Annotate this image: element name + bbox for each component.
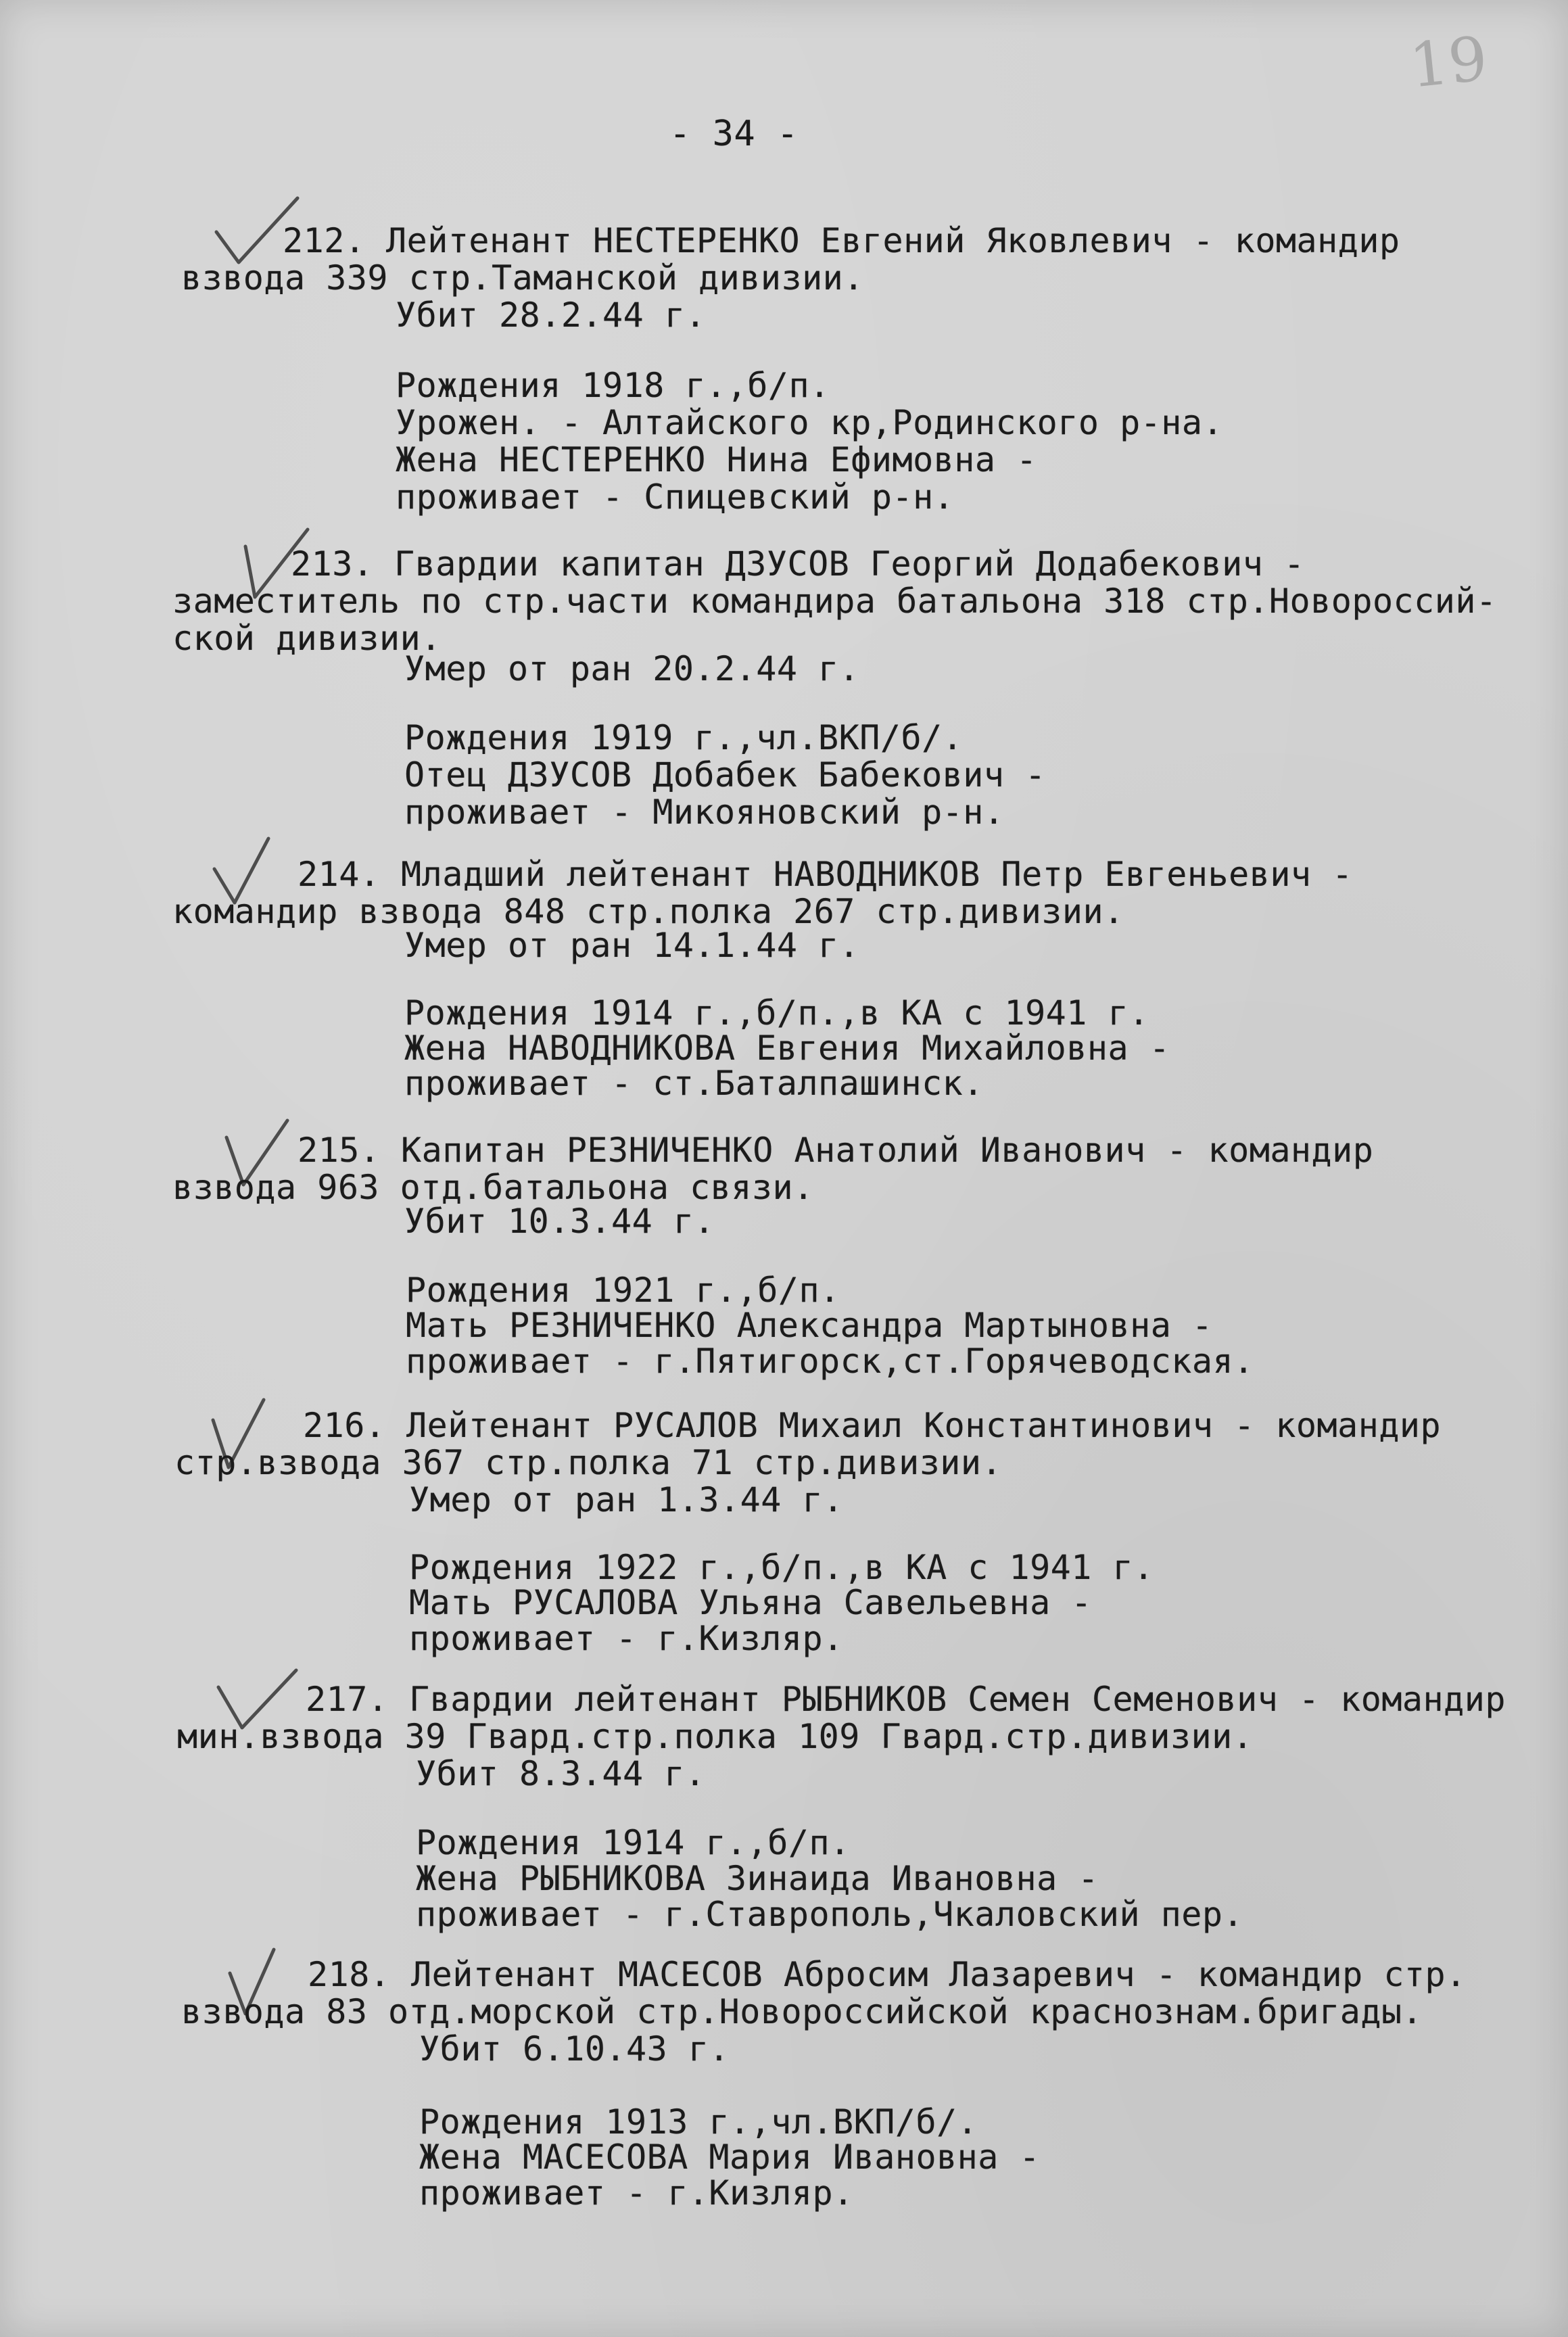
- entry-line: мин.взвода 39 Гвард.стр.полка 109 Гвард.стр.дивизии.: [177, 1717, 1254, 1756]
- entry-line: 217. Гвардии лейтенант РЫБНИКОВ Семен Семенович - командир: [306, 1680, 1506, 1719]
- entry-line: Убит 6.10.43 г.: [419, 2029, 730, 2069]
- entry-line: проживает - Микояновский р-н.: [404, 793, 1005, 832]
- entry-line: проживает - Спицевский р-н.: [396, 477, 955, 517]
- entry-line: Убит 8.3.44 г.: [416, 1754, 706, 1793]
- entry-line: Жена НЕСТЕРЕНКО Нина Ефимовна -: [396, 440, 1037, 479]
- entry-line: 216. Лейтенант РУСАЛОВ Михаил Константинович - командир: [303, 1406, 1442, 1445]
- entry-line: Рождения 1914 г.,б/п.,в КА с 1941 г.: [404, 993, 1149, 1033]
- entry-line: командир взвода 848 стр.полка 267 стр.дивизии.: [172, 892, 1124, 931]
- entry-line: Отец ДЗУСОВ Добабек Бабекович -: [404, 755, 1046, 795]
- entry-line: ской дивизии.: [172, 619, 442, 658]
- entry-line: Рождения 1919 г.,чл.ВКП/б/.: [404, 718, 964, 757]
- entry-line: проживает - г.Ставрополь,Чкаловский пер.: [416, 1895, 1244, 1934]
- entry-line: Убит 10.3.44 г.: [404, 1202, 715, 1241]
- entry-line: Убит 28.2.44 г.: [396, 296, 707, 335]
- entry-line: проживает - г.Пятигорск,ст.Горячеводская.: [406, 1342, 1254, 1381]
- entry-line: заместитель по стр.части командира батальона 318 стр.Новороссий-: [172, 582, 1497, 621]
- entry-line: Умер от ран 20.2.44 г.: [404, 649, 860, 688]
- entry-line: взвода 83 отд.морской стр.Новороссийской краснознам.бригады.: [181, 1992, 1423, 2031]
- entry-line: проживает - ст.Баталпашинск.: [404, 1064, 984, 1103]
- entry-line: 212. Лейтенант НЕСТЕРЕНКО Евгений Яковлевич - командир: [283, 221, 1400, 260]
- entry-line: проживает - г.Кизляр.: [409, 1619, 844, 1658]
- entry-line: Рождения 1913 г.,чл.ВКП/б/.: [419, 2102, 978, 2142]
- entry-line: 213. Гвардии капитан ДЗУСОВ Георгий Додабекович -: [291, 544, 1305, 584]
- entry-line: Жена РЫБНИКОВА Зинаида Ивановна -: [416, 1859, 1099, 1898]
- entry-line: Умер от ран 1.3.44 г.: [409, 1480, 844, 1519]
- entry-line: Мать РЕЗНИЧЕНКО Александра Мартыновна -: [406, 1306, 1213, 1345]
- entry-line: стр.взвода 367 стр.полка 71 стр.дивизии.: [174, 1443, 1003, 1482]
- entry-line: 218. Лейтенант МАСЕСОВ Абросим Лазаревич - командир стр.: [308, 1955, 1467, 1994]
- corner-annotation: 19: [1406, 23, 1491, 102]
- entry-line: Жена МАСЕСОВА Мария Ивановна -: [419, 2138, 1041, 2177]
- entry-line: Мать РУСАЛОВА Ульяна Савельевна -: [409, 1583, 1092, 1622]
- entry-line: Рождения 1922 г.,б/п.,в КА с 1941 г.: [409, 1548, 1154, 1587]
- entry-line: взвода 339 стр.Таманской дивизии.: [181, 258, 864, 298]
- entry-line: 215. Капитан РЕЗНИЧЕНКО Анатолий Иванович - командир: [298, 1131, 1374, 1170]
- entry-line: проживает - г.Кизляр.: [419, 2173, 854, 2213]
- entry-line: 214. Младший лейтенант НАВОДНИКОВ Петр Евгеньевич -: [298, 855, 1353, 894]
- page-number: - 34 -: [669, 114, 799, 154]
- entry-line: Рождения 1914 г.,б/п.: [416, 1823, 851, 1862]
- entry-line: Жена НАВОДНИКОВА Евгения Михайловна -: [404, 1029, 1170, 1068]
- entry-line: Рождения 1921 г.,б/п.: [406, 1271, 840, 1310]
- entry-line: Урожен. - Алтайского кр,Родинского р-на.: [396, 403, 1224, 442]
- entry-line: взвода 963 отд.батальона связи.: [172, 1168, 814, 1207]
- entry-line: Рождения 1918 г.,б/п.: [396, 366, 830, 405]
- entry-line: Умер от ран 14.1.44 г.: [404, 926, 860, 965]
